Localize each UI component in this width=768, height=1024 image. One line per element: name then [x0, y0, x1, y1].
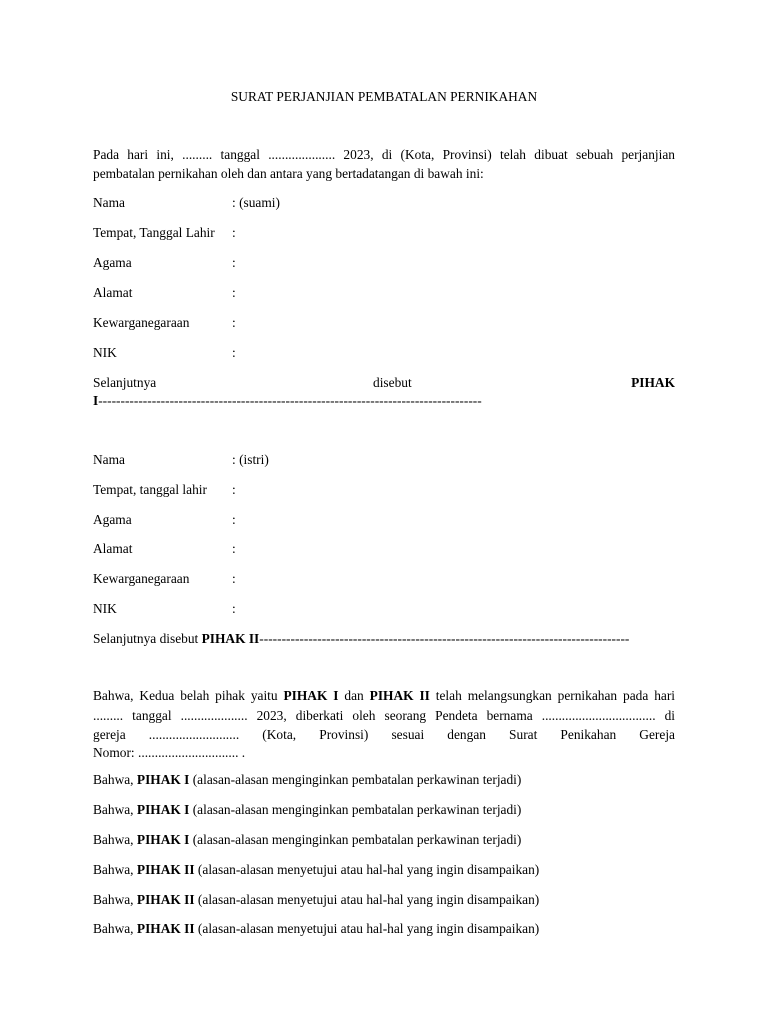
party2-designation [93, 629, 693, 648]
party1-field-label: Alamat [93, 285, 133, 300]
party2-field-value: : [232, 512, 236, 527]
reason-text: (alasan-alasan menyetujui atau hal-hal yang ingin disampaikan) [194, 921, 540, 936]
party1-field-label: Agama [93, 255, 132, 270]
party1-field-value: : [232, 285, 236, 300]
designation-roman: I [93, 393, 99, 408]
intro-line-1: Pada hari ini, ......... tanggal .................... 2023, di (Kota, Provinsi) telah dibuat sebuah perjanjian [93, 147, 675, 162]
reason-prefix: Bahwa, [93, 921, 137, 936]
party1-field-label: Kewarganegaraan [93, 315, 190, 330]
intro-line-2: pembatalan pernikahan oleh dan antara yang bertadatangan di bawah ini: [93, 166, 484, 181]
married-text: telah melangsungkan pernikahan pada hari [429, 688, 676, 703]
dash-line: -------------------------------------------------------------------------------------- [98, 393, 482, 408]
married-line-2: ......... tanggal .................... 2023, diberkati oleh seorang Pendeta bernama .................................. di [93, 708, 675, 723]
designation-word: Selanjutnya [93, 375, 157, 390]
party1-field-label: Nama [93, 195, 125, 210]
reason-text: (alasan-alasan menyetujui atau hal-hal yang ingin disampaikan) [194, 862, 540, 877]
reason-text: (alasan-alasan menginginkan pembatalan perkawinan terjadi) [189, 832, 522, 847]
party2-field-label: Nama [93, 452, 125, 467]
married-party: PIHAK II [369, 688, 430, 703]
reason-party: PIHAK I [136, 832, 190, 847]
party1-field-value: : [232, 315, 236, 330]
reason-prefix: Bahwa, [93, 772, 137, 787]
party1-field-value: : [232, 225, 236, 240]
reason-prefix: Bahwa, [93, 862, 137, 877]
reason-line [93, 770, 521, 789]
reason-party: PIHAK I [136, 802, 190, 817]
party1-field-value: : [232, 255, 236, 270]
party2-field-value: : [232, 482, 236, 497]
party2-field-label: Kewarganegaraan [93, 571, 190, 586]
reason-line [93, 890, 539, 909]
reason-line [93, 919, 539, 938]
party2-field-label: NIK [93, 601, 117, 616]
designation-prefix: Selanjutnya disebut [93, 631, 202, 646]
reason-prefix: Bahwa, [93, 802, 137, 817]
married-line-1 [93, 686, 675, 705]
party1-designation-line2 [93, 391, 693, 410]
reason-text: (alasan-alasan menyetujui atau hal-hal yang ingin disampaikan) [194, 892, 540, 907]
reason-prefix: Bahwa, [93, 832, 137, 847]
reason-party: PIHAK I [136, 772, 190, 787]
party2-field-value: : (istri) [232, 452, 269, 467]
married-party: PIHAK I [283, 688, 339, 703]
designation-party: PIHAK II [201, 631, 260, 646]
reason-party: PIHAK II [136, 921, 195, 936]
document-title: SURAT PERJANJIAN PEMBATALAN PERNIKAHAN [230, 89, 538, 104]
party2-field-label: Alamat [93, 541, 133, 556]
party2-field-value: : [232, 541, 236, 556]
married-line-4: Nomor: .............................. . [93, 745, 246, 760]
party2-field-label: Agama [93, 512, 132, 527]
married-line-3: gereja ........................... (Kota, Provinsi) sesuai dengan Surat Penikahan Gereja [93, 727, 675, 742]
designation-word: disebut [373, 375, 412, 390]
reason-prefix: Bahwa, [93, 892, 137, 907]
reason-text: (alasan-alasan menginginkan pembatalan perkawinan terjadi) [189, 802, 522, 817]
reason-line [93, 830, 521, 849]
party2-field-value: : [232, 601, 236, 616]
party1-field-value: : (suami) [232, 195, 280, 210]
party1-designation [93, 373, 675, 392]
party2-field-label: Tempat, tanggal lahir [93, 482, 207, 497]
reason-party: PIHAK II [136, 862, 195, 877]
designation-word: PIHAK [631, 375, 675, 390]
married-text: Bahwa, Kedua belah pihak yaitu [93, 688, 284, 703]
married-text: dan [338, 688, 370, 703]
party1-field-label: NIK [93, 345, 117, 360]
dash-line: ----------------------------------------------------------------------------------- [259, 631, 630, 646]
reason-line [93, 860, 539, 879]
reason-text: (alasan-alasan menginginkan pembatalan perkawinan terjadi) [189, 772, 522, 787]
reason-party: PIHAK II [136, 892, 195, 907]
reason-line [93, 800, 521, 819]
party2-field-value: : [232, 571, 236, 586]
party1-field-label: Tempat, Tanggal Lahir [93, 225, 215, 240]
party1-field-value: : [232, 345, 236, 360]
